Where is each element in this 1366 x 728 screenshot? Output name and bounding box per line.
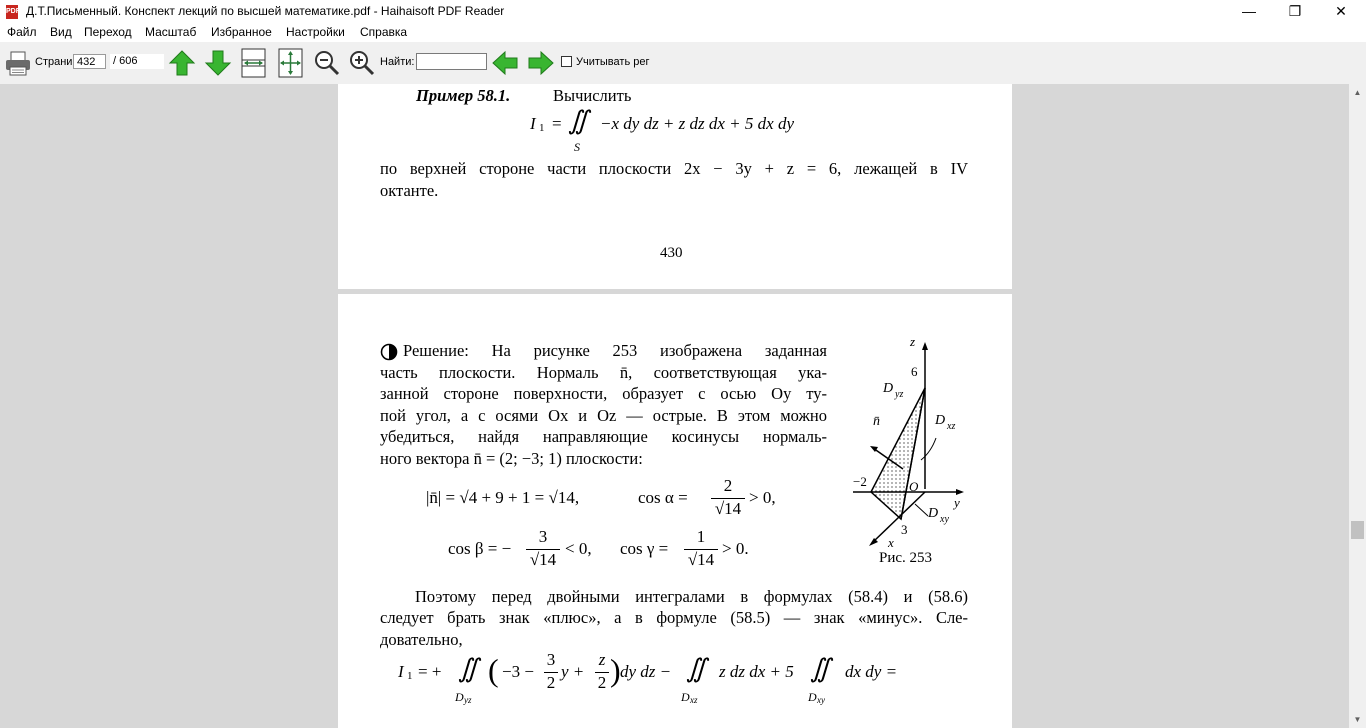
paragraph-line-1: Поэтому перед двойными интегралами в формулах (58.4) и (58.6) [415, 587, 968, 606]
vertical-scrollbar[interactable] [1349, 84, 1366, 728]
label-z: z [910, 334, 916, 349]
solution-line-1: Решение: На рисунке 253 изображена заданная [403, 341, 827, 360]
title-bar [0, 0, 1366, 24]
domain-1-sub: yz [464, 695, 472, 705]
frac-a-num: 3 [546, 650, 556, 669]
final-lhs-sub: 1 [407, 670, 413, 682]
label-six: 6 [911, 364, 918, 379]
find-prev-icon[interactable] [491, 50, 519, 76]
paragraph-line-3: довательно, [380, 630, 463, 649]
cos-alpha-relation: > 0, [749, 488, 776, 507]
formula-lhs-sub: 1 [539, 122, 545, 134]
pdf-app-icon: PDF [6, 5, 18, 19]
page-down-icon[interactable] [204, 49, 232, 77]
example-line-2: октанте. [380, 181, 439, 200]
solution-line-3: занной стороне поверхности, образует с осью Oy ту- [380, 384, 827, 403]
term-b: y + [561, 662, 585, 681]
close-button[interactable]: ✕ [1335, 3, 1347, 19]
example-title: Пример 58.1. [416, 86, 511, 105]
cos-gamma-numerator: 1 [696, 527, 706, 546]
label-dyz-sub: yz [895, 389, 904, 400]
scroll-up-arrow-icon[interactable]: ▲ [1353, 88, 1362, 97]
term-c: dy dz − [620, 662, 672, 681]
restore-button[interactable]: ❐ [1288, 3, 1302, 19]
menu-settings[interactable]: Настройки [286, 25, 345, 39]
cos-beta-label: cos β = − [448, 539, 512, 558]
solution-marker-icon [380, 343, 400, 361]
pdf-page-430 [338, 84, 1012, 289]
figure-diagram [843, 334, 973, 554]
figure-253 [843, 334, 973, 574]
formula-body: −x dy dz + z dz dx + 5 dx dy [600, 114, 794, 133]
integral-2: ∬ [686, 654, 707, 683]
final-lhs: I [398, 662, 404, 681]
label-dxy: D [928, 506, 939, 521]
paren-open: ( [488, 652, 499, 688]
example-verb: Вычислить [553, 86, 632, 105]
find-label: Найти: [380, 56, 415, 68]
dxy-pointer [915, 504, 928, 516]
label-dxy-sub: xy [940, 514, 949, 525]
label-dxz: D [935, 413, 946, 428]
solution-line-6: ного вектора n̄ = (2; −3; 1) плоскости: [380, 449, 643, 468]
formula-domain: S [574, 140, 580, 154]
menu-view[interactable]: Вид [50, 25, 72, 39]
toolbar [0, 42, 1366, 85]
solution-line-4: пой угол, а с осями Ox и Oz — острые. В этом можно [380, 406, 827, 425]
printer-icon[interactable] [4, 49, 32, 77]
final-eq-plus: = + [418, 662, 442, 681]
page-number-input[interactable]: 432 [73, 54, 106, 69]
frac-b-den: 2 [595, 672, 609, 693]
label-dxz-sub: xz [947, 421, 956, 432]
match-case-label: Учитывать рег [576, 56, 650, 68]
term-d: z dz dx + 5 [719, 662, 794, 681]
z-arrow [922, 342, 928, 350]
zoom-out-icon[interactable] [313, 49, 341, 77]
cos-gamma-denominator: √14 [684, 549, 718, 570]
term-a: −3 − [502, 662, 534, 681]
page-number: 430 [660, 245, 683, 261]
norm-expression: |n̄| = √4 + 9 + 1 = √14, [426, 488, 580, 507]
domain-3-sub: xy [817, 695, 825, 705]
term-e: dx dy = [845, 662, 898, 681]
label-origin: O [909, 479, 919, 494]
page-label: Страни [35, 56, 73, 68]
cos-alpha-label: cos α = [638, 488, 688, 507]
domain-3: D [808, 690, 817, 704]
fit-width-icon[interactable] [240, 48, 268, 78]
scroll-down-arrow-icon[interactable]: ▼ [1353, 715, 1362, 724]
label-three: 3 [901, 522, 908, 537]
find-input[interactable] [416, 53, 487, 70]
solution-line-5: убедиться, найдя направляющие косинусы нормаль- [380, 427, 827, 446]
example-line-1: по верхней стороне части плоскости 2x − 3y + z = 6, лежащей в IV [380, 159, 968, 178]
minimize-button[interactable]: — [1242, 3, 1256, 19]
paren-close: ) [610, 652, 621, 688]
double-integral: ∬ [568, 106, 589, 135]
page-total: / 606 [110, 54, 164, 69]
integral-3: ∬ [810, 654, 831, 683]
formula-lhs: I [530, 114, 536, 133]
cos-alpha-numerator: 2 [723, 476, 733, 495]
cos-beta-denominator: √14 [526, 549, 560, 570]
integral-1: ∬ [458, 654, 479, 683]
label-minus-two: −2 [853, 474, 867, 489]
solution-line-2: часть плоскости. Нормаль n̄, соответствующая ука- [380, 363, 827, 382]
cos-alpha-denominator: √14 [711, 498, 745, 519]
label-normal: n̄ [873, 414, 880, 429]
frac-a-den: 2 [544, 672, 558, 693]
cos-beta-numerator: 3 [538, 527, 548, 546]
final-formula [398, 650, 958, 710]
formula-eq: = [552, 114, 562, 133]
label-y: y [954, 495, 960, 510]
label-dyz: D [883, 381, 894, 396]
menu-bar [0, 24, 1366, 42]
window-title: Д.Т.Письменный. Конспект лекций по высшей математике.pdf - Haihaisoft PDF Reader [26, 4, 505, 18]
page-up-icon[interactable] [168, 49, 196, 77]
frac-b-num: z [598, 650, 606, 669]
menu-help[interactable]: Справка [360, 25, 408, 39]
pdf-page-431 [338, 294, 1012, 728]
domain-2: D [681, 690, 690, 704]
zoom-in-icon[interactable] [348, 49, 376, 77]
domain-2-sub: xz [690, 695, 698, 705]
menu-go[interactable]: Переход [84, 25, 132, 39]
paragraph-line-2: следует брать знак «плюс», а в формуле (58.5) — знак «минус». Сле- [380, 608, 968, 627]
cos-gamma-label: cos γ = [620, 539, 669, 558]
match-case-checkbox[interactable] [561, 56, 572, 67]
find-next-icon[interactable] [527, 50, 555, 76]
example-formula [530, 106, 830, 160]
document-viewer[interactable] [0, 84, 1349, 728]
domain-1: D [455, 690, 464, 704]
cos-gamma-relation: > 0. [722, 539, 749, 558]
menu-file[interactable]: Файл [7, 25, 37, 39]
dxz-pointer [921, 438, 936, 460]
menu-favorites[interactable]: Избранное [211, 25, 272, 39]
fit-page-icon[interactable] [277, 48, 305, 78]
scrollbar-thumb[interactable] [1351, 521, 1364, 539]
formula-norm-row [426, 476, 786, 522]
menu-zoom[interactable]: Масштаб [145, 25, 197, 39]
formula-cos-row [448, 527, 788, 573]
cos-beta-relation: < 0, [565, 539, 592, 558]
figure-caption: Рис. 253 [879, 550, 933, 566]
label-x: x [888, 535, 894, 550]
